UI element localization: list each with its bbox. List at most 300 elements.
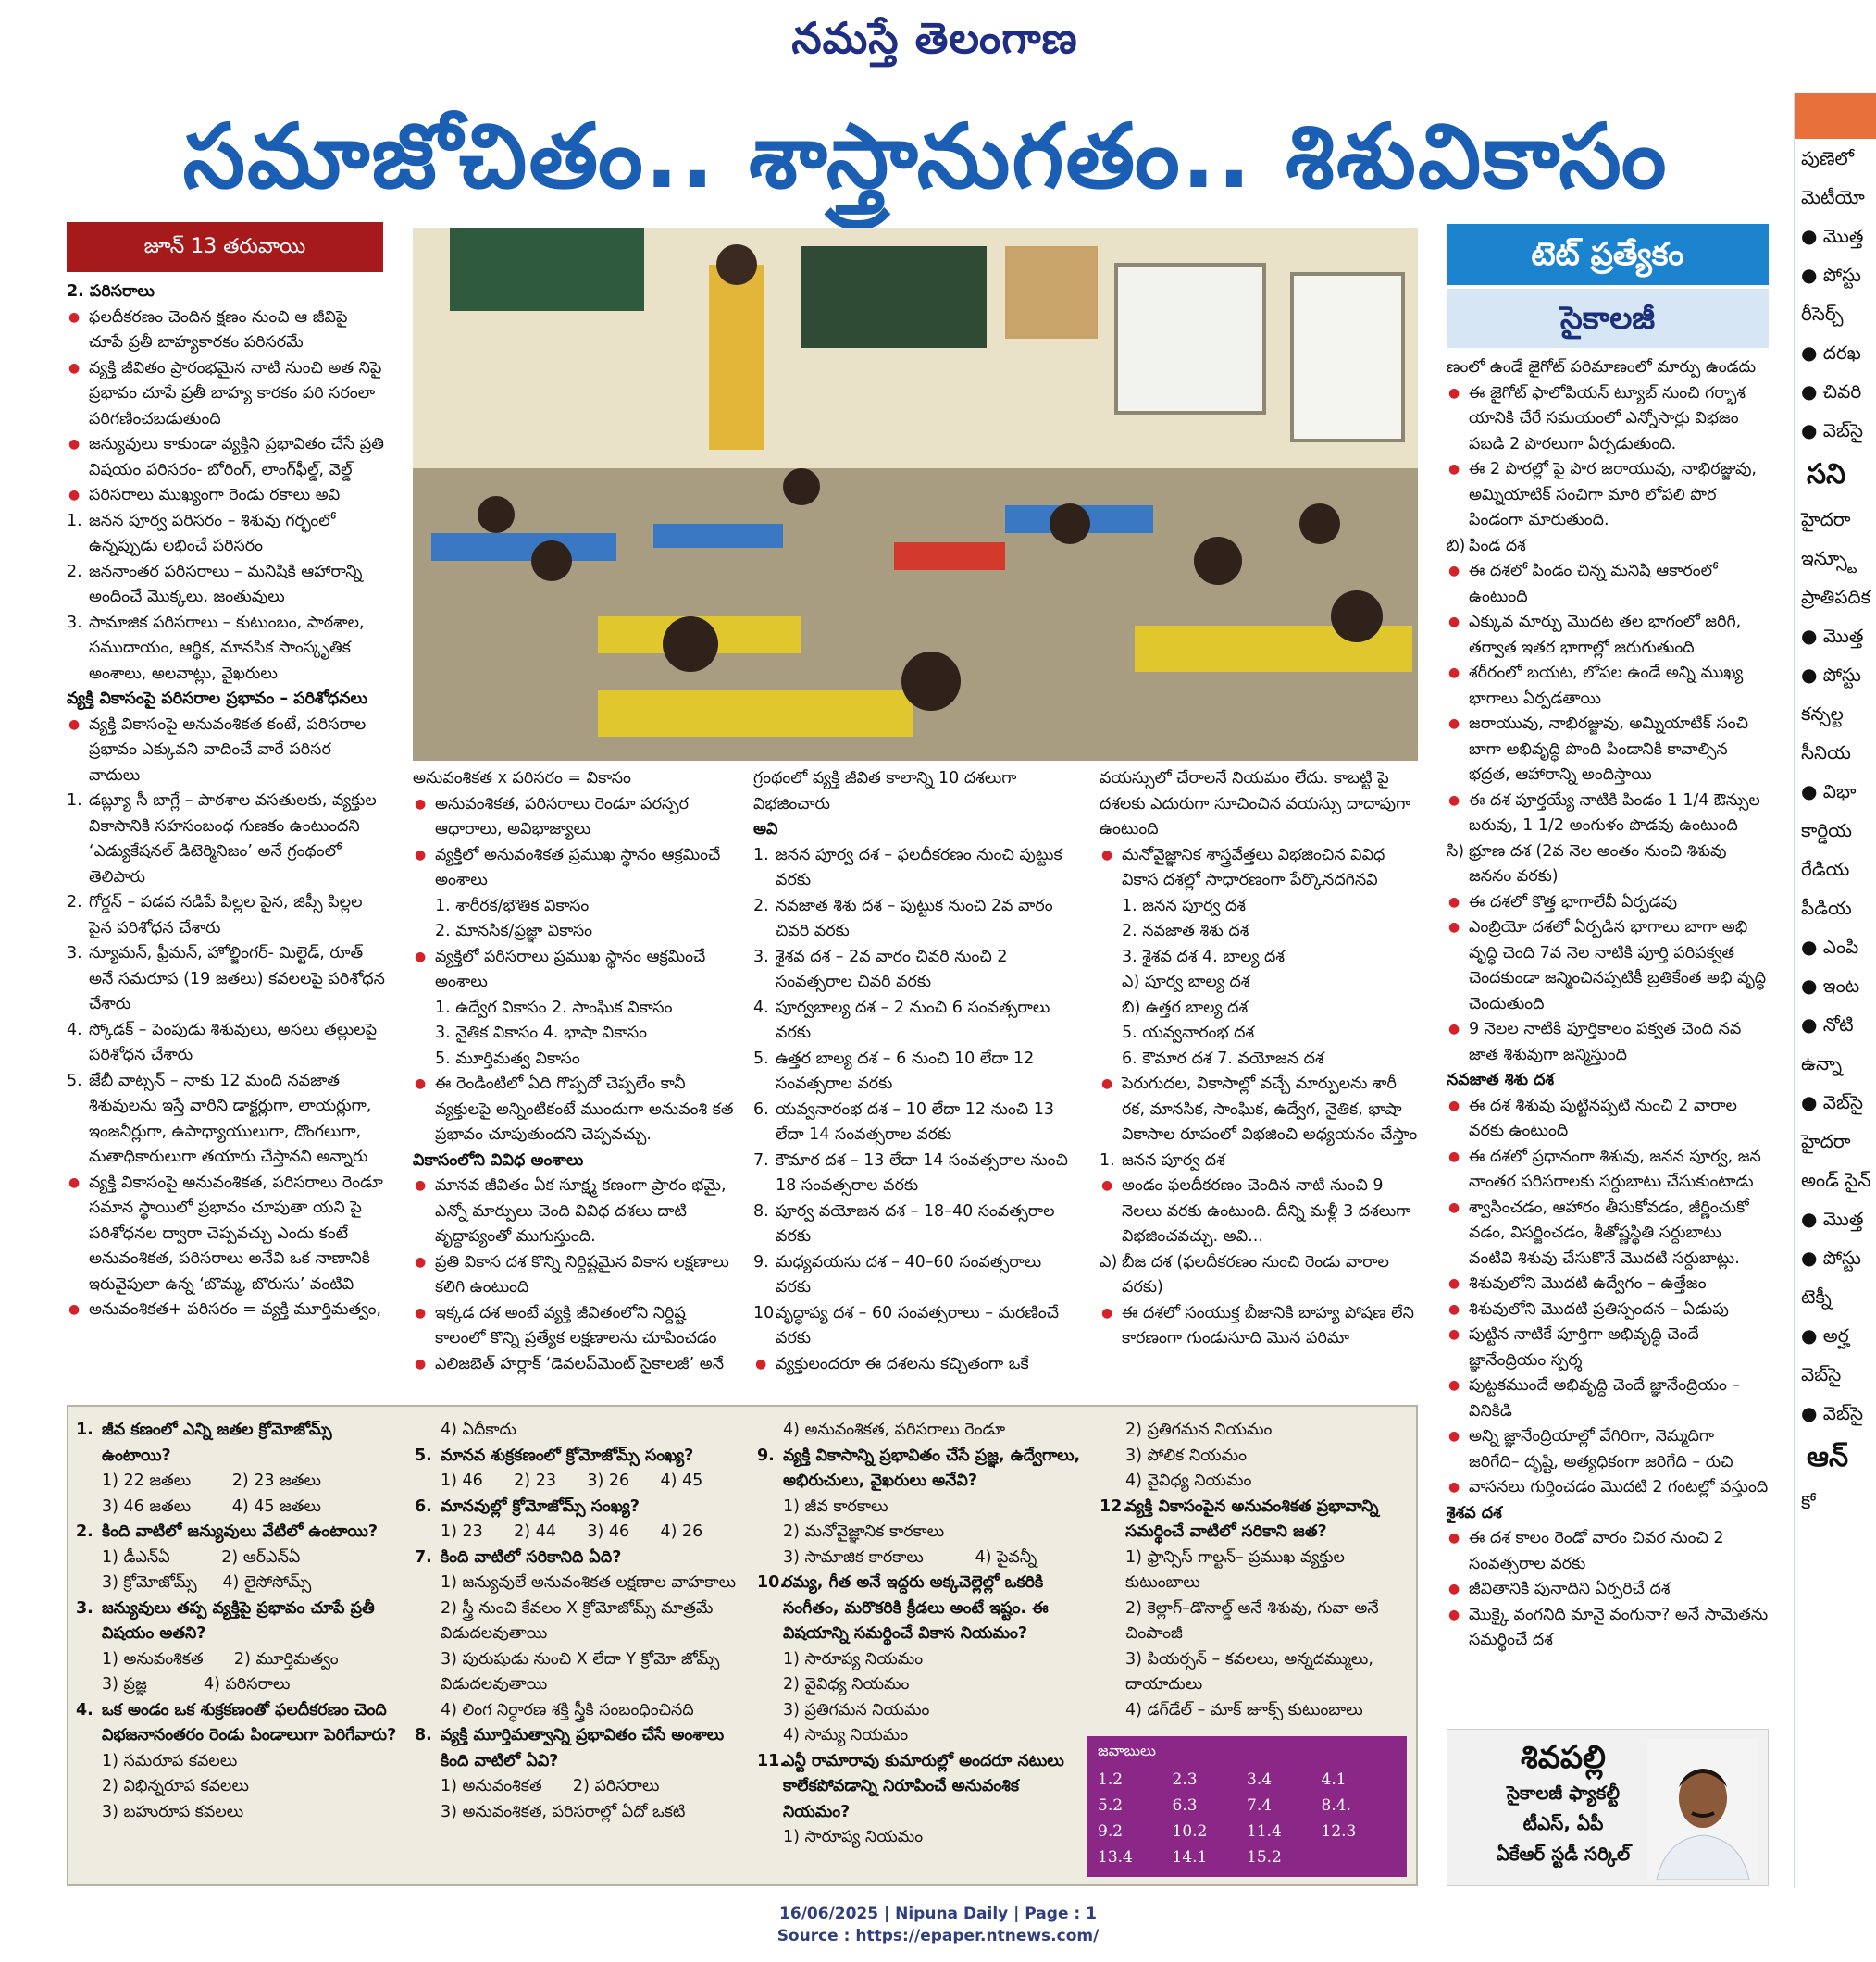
answer-item: 6.3: [1172, 1796, 1198, 1815]
item-text: వృద్ధాప్య దశ – 60 సంవత్సరాలు – మరణించే వరకు: [776, 1303, 1060, 1347]
adjacent-text-line: హైదరా: [1801, 508, 1851, 530]
adjacent-heading: ఆన్: [1807, 1441, 1848, 1473]
item-text: ఫలదీకరణం చెందిన క్షణం నుంచి ఆ జీవిపై చూపే ప్రతీ బాహ్యకారకం పరిసరమే: [89, 307, 348, 352]
question-number: 12.: [1100, 1496, 1129, 1516]
quiz-question: [1092, 1418, 1416, 1495]
item-text: శైశవ దశ – 2వ వారం చివరి నుంచి 2 సంవత్సరాల చివరి వరకు: [776, 947, 1008, 991]
item-text: వ్యక్తి వికాసంపై పరిసరాల ప్రభావం – పరిశోధనలు: [67, 689, 368, 708]
list-item: [1447, 1373, 1769, 1424]
item-text: అనువంశికత x పరిసరం = వికాసం: [413, 769, 631, 788]
author-photo: [1647, 1739, 1758, 1880]
question-option: 3) పియర్సన్ – కవలలు, అన్నదమ్ములు, దాయాదులు: [1125, 1649, 1379, 1694]
question-text: మానవుల్లో క్రోమోజోమ్స్ సంఖ్య?: [441, 1496, 640, 1516]
article-column-4: [1100, 766, 1422, 1352]
question-text: జీవ కణంలో ఎన్ని జతల క్రోమోజోమ్స్ ఉంటాయి?: [102, 1421, 332, 1465]
item-text: అవి: [753, 820, 778, 838]
list-item: [1447, 915, 1769, 1017]
item-number: 10.: [753, 1303, 779, 1322]
list-item: [413, 996, 737, 1022]
item-number: 6.: [753, 1099, 769, 1119]
item-text: 2. నవజాత శిశు దశ: [1122, 922, 1249, 940]
question-number: 2.: [76, 1522, 93, 1541]
list-item: [1447, 1424, 1769, 1475]
answers-grid: [1087, 1763, 1407, 1874]
article-column-2: [413, 766, 737, 1377]
question-option: 3) సామాజిక కారకాలు 4) పైవన్నీ: [783, 1547, 1037, 1567]
list-item: [1100, 766, 1422, 843]
adjacent-text-line: ● పోస్టు: [1801, 1247, 1861, 1269]
question-option: 3) అనువంశికత, పరిసరాల్లో ఏదో ఒకటి: [441, 1802, 686, 1821]
item-number: 5.: [67, 1071, 82, 1090]
question-option: 3) బహురూప కవలలు: [102, 1802, 244, 1821]
quiz-question: [407, 1495, 744, 1546]
question-option: 4) సామ్య నియమం: [783, 1726, 909, 1745]
item-number: సి): [1447, 841, 1465, 861]
adjacent-text-line: ● పోస్టు: [1801, 264, 1861, 286]
item-text: ఈ దశలో కొత్త భాగాలేవీ ఏర్పడవు: [1469, 892, 1678, 912]
list-item: [67, 1171, 386, 1298]
list-item: [753, 1098, 1075, 1149]
list-item: [67, 1018, 386, 1069]
list-item: [1447, 1017, 1769, 1068]
author-state: టీఎస్, ఏపీ: [1522, 1812, 1604, 1834]
list-item: [67, 432, 386, 483]
item-text: కౌమార దశ – 13 లేదా 14 సంవత్సరాల నుంచి 18 సంవత్సరాల వరకు: [776, 1150, 1068, 1195]
list-item: [1447, 559, 1769, 610]
answers-box: [1087, 1736, 1407, 1877]
quiz-question: [68, 1596, 402, 1698]
item-text: జీవితానికి పునాదిని ఏర్పరిచే దశ: [1469, 1580, 1671, 1598]
question-option: 2) ప్రతిగమన నియమం: [1125, 1421, 1273, 1439]
question-text: ఎన్టీ రామారావు కుమారుల్లో అందరూ నటులు కాలేకపోవడాన్ని నిరూపించే అనువంశిక నియమం?: [783, 1751, 1064, 1821]
author-name: శివపల్లి: [1521, 1739, 1606, 1776]
footer-date-line: 16/06/2025 | Nipuna Daily | Page : 1: [779, 1905, 1097, 1923]
list-item: [753, 1250, 1075, 1301]
question-option: 2) మనోవైజ్ఞానిక కారకాలు: [783, 1522, 945, 1541]
question-text: మానవ శుక్రకణంలో క్రోమోజోమ్స్ సంఖ్య?: [441, 1446, 694, 1465]
question-option: 1) డీఎన్ఏ 2) ఆర్ఎన్ఏ: [102, 1547, 301, 1567]
list-item: [1447, 789, 1769, 839]
quiz-question: [750, 1418, 1087, 1444]
list-item: [1100, 1149, 1422, 1174]
list-item: [67, 1298, 386, 1323]
answers-title: జవాబులు: [1098, 1742, 1156, 1759]
item-number: బి): [1447, 536, 1466, 555]
list-item: [67, 890, 386, 941]
adjacent-text-line: కార్డియ: [1801, 819, 1852, 841]
adjacent-text-line: మెటీయో: [1801, 186, 1865, 208]
list-item: [67, 356, 386, 433]
item-text: గ్రంథంలో వ్యక్తి జీవిత కాలాన్ని 10 దశలుగా విభజించారు: [753, 769, 1017, 813]
list-item: [1100, 1072, 1422, 1149]
list-item: [753, 843, 1075, 894]
question-option: 1) అనువంశికత 2) పరిసరాలు: [441, 1777, 660, 1795]
quiz-question: [68, 1520, 402, 1596]
adjacent-text-line: ● అర్హ: [1801, 1324, 1849, 1347]
item-text: పుట్టిన నాటికే పూర్తిగా అభివృద్ధి చెందే జ్ఞానేంద్రియం స్పర్శ: [1469, 1325, 1699, 1370]
adjacent-text-line: రీసెర్చ్: [1801, 303, 1844, 325]
item-text: వాసనలు గుర్తించడం మొదటి 2 గంటల్లో వస్తుంది: [1469, 1478, 1769, 1496]
item-text: ఎలిజబెత్ హర్లాక్ ‘డెవలప్‌మెంట్ సైకాలజీ’ అనే: [435, 1354, 724, 1373]
list-item: [413, 843, 737, 894]
article-column-3: [753, 766, 1075, 1377]
item-text: నవజాత శిశు దశ – పుట్టుక నుంచి 2వ వారం చివరి వరకు: [776, 896, 1053, 940]
answer-item: 3.4: [1247, 1770, 1273, 1789]
question-text: జన్యువులు తప్ప వ్యక్తిపై ప్రభావం చూపే ప్రతీ విషయం అతని?: [102, 1598, 375, 1643]
list-item: [1100, 996, 1422, 1022]
adjacent-text-line: కో: [1801, 1491, 1816, 1513]
item-number: 5.: [753, 1049, 769, 1068]
item-text: 1. జనన పూర్వ దశ: [1122, 896, 1247, 915]
question-option: 2) స్త్రీ నుంచి కేవలం X క్రోమోజోమ్స్ మాత్రమే విడుదలవుతాయి: [441, 1598, 719, 1643]
list-item: [413, 894, 737, 920]
question-option: 1) 23 2) 44 3) 46 4) 26: [441, 1522, 703, 1541]
list-item: [1447, 839, 1769, 890]
item-text: ఈ దశ కాలం రెండో వారం చివర నుంచి 2 సంవత్సరాల వరకు: [1469, 1529, 1724, 1573]
quiz-column-4: [1092, 1418, 1416, 1723]
answer-item: 8.4.: [1321, 1796, 1351, 1815]
tet-special-label: టెట్ ప్రత్యేకం: [1447, 224, 1769, 285]
list-item: [413, 945, 737, 996]
item-text: శ్వాసించడం, ఆహారం తీసుకోవడం, జీర్ణించుకో వడం, విసర్జించడం, శీతోష్ణస్థితి సర్దుబాటు వంటివి శిశువు చేసుకొనే మొదటి సర్దుబాట్లు.: [1469, 1198, 1749, 1268]
list-item: [1100, 970, 1422, 996]
list-item: [413, 1072, 737, 1149]
quiz-question: [407, 1723, 744, 1825]
item-text: ఎక్కువ మార్పు మొదట తల భాగంలో జరిగి, తర్వాత ఇతర భాగాల్లో జరుగుతుంది: [1469, 613, 1742, 657]
list-item: [1447, 1577, 1769, 1603]
adjacent-text-line: అండ్ సైన్: [1801, 1169, 1871, 1191]
answer-item: 13.4: [1098, 1848, 1133, 1867]
list-item: [67, 789, 386, 890]
item-text: పిండ దశ: [1469, 536, 1526, 555]
answer-item: 7.4: [1247, 1796, 1273, 1815]
answer-item: 5.2: [1098, 1796, 1124, 1815]
item-text: జనన పూర్వ పరిసరం – శిశువు గర్భంలో ఉన్నప్పుడు లభించే పరిసరం: [89, 511, 336, 555]
item-text: 1. శారీరక/భౌతిక వికాసం: [435, 896, 590, 915]
list-item: [1447, 1603, 1769, 1654]
answer-item: 15.2: [1247, 1848, 1282, 1867]
item-text: ఇక్కడ దశ అంటే వ్యక్తి జీవితంలోని నిర్దిష్ట కాలంలో కొన్ని ప్రత్యేక లక్షణాలను చూపించడం: [435, 1303, 717, 1347]
question-option: 3) పురుషుడు నుంచి X లేదా Y క్రోమో జోమ్స్ విడుదలవుతాయి: [441, 1649, 725, 1694]
adjacent-text-line: వెబ్‌సై: [1801, 1363, 1842, 1385]
item-number: 3.: [67, 944, 82, 962]
item-text: నవజాత శిశు దశ: [1447, 1071, 1555, 1089]
quiz-question: [68, 1698, 402, 1826]
quiz-column-2: [407, 1418, 744, 1825]
question-number: 11.: [757, 1751, 787, 1770]
item-text: 3. నైతిక వికాసం 4. భాషా వికాసం: [435, 1024, 648, 1042]
item-text: అండం ఫలదీకరణం చెందిన నాటి నుంచి 9 నెలలు వరకు ఉంటుంది. దీన్ని మళ్లీ 3 దశలుగా విభజించవచ్చు. అవి...: [1122, 1176, 1411, 1246]
item-text: జననాంతర పరిసరాలు – మనిషికి ఆహారాన్ని అందించే మొక్కలు, జంతువులు: [89, 562, 363, 606]
item-text: భ్రూణ దశ (2వ నెల అంతం నుంచి శిశువు జననం వరకు): [1469, 841, 1727, 886]
date-tag: జూన్ 13 తరువాయి: [67, 222, 383, 272]
quiz-question: [750, 1444, 1087, 1571]
item-text: పెరుగుదల, వికాసాల్లో వచ్చే మార్పులను శారీ రక, మానసిక, సాంఘిక, ఉద్వేగ, నైతిక, భాషా వికాసాల రూపంలో విభజించి అధ్యయనం చేస్తాం: [1122, 1074, 1418, 1144]
list-item: [67, 611, 386, 688]
list-item: [1447, 712, 1769, 789]
question-option: 3) పోలిక నియమం: [1125, 1446, 1248, 1465]
list-item: [1100, 1047, 1422, 1073]
list-item: [413, 792, 737, 843]
question-number: 3.: [76, 1598, 93, 1618]
question-option: 1) 46 2) 23 3) 26 4) 45: [441, 1472, 703, 1490]
psychology-label: సైకాలజీ: [1447, 289, 1769, 348]
list-item: [1100, 919, 1422, 945]
adjacent-article-strip: [1794, 93, 1876, 1888]
item-text: ఎ) పూర్వ బాల్య దశ: [1122, 973, 1250, 991]
item-text: 5. యవ్వనారంభ దశ: [1122, 1024, 1255, 1042]
question-number: 6.: [415, 1496, 432, 1516]
list-item: [753, 817, 1075, 843]
question-option: 2) కెల్లాగ్–డొనాల్డ్ అనే శిశువు, గువా అనే చింపాంజీ: [1125, 1598, 1385, 1643]
item-text: అనువంశికత, పరిసరాలు రెండూ పరస్పర ఆధారాలు, అవిభాజ్యాలు: [435, 794, 689, 838]
item-text: శిశువులోని మొదటి ప్రతిస్పందన – ఏడుపు: [1469, 1299, 1729, 1319]
answer-item: 10.2: [1172, 1822, 1208, 1841]
list-item: [67, 509, 386, 560]
list-item: [1100, 945, 1422, 971]
question-option: 4) లింగ నిర్ధారణ శక్తి స్త్రీకి సంబంధించినది: [441, 1700, 694, 1720]
quiz-question: [407, 1418, 744, 1444]
item-number: 4.: [753, 998, 769, 1017]
question-option: 3) 46 జతలు 4) 45 జతలు: [102, 1496, 321, 1516]
item-text: వ్యక్తి జీవితం ప్రారంభమైన నాటి నుంచి అత నిపై ప్రభావం చూపే ప్రతీ బాహ్య కారకం పరి సరంలా పరిగణించబడుతుంది: [89, 358, 382, 428]
list-item: [753, 945, 1075, 996]
item-text: శైశవ దశ: [1447, 1503, 1502, 1522]
list-item: [1447, 1322, 1769, 1373]
list-item: [413, 1301, 737, 1352]
item-text: ఈ దశలో ప్రధానంగా శిశువు, జనన పూర్వ, జన నాంతర పరిసరాలకు సర్దుబాటు చేసుకుంటాడు: [1469, 1147, 1761, 1191]
question-option: 4) డగ్‌డేల్ – మాక్ జూక్స్ కుటుంబాలు: [1125, 1700, 1363, 1720]
item-text: ప్రతి వికాస దశ కొన్ని నిర్దిష్టమైన వికాస లక్షణాలు కలిగి ఉంటుంది: [435, 1252, 729, 1297]
item-text: సామాజిక పరిసరాలు – కుటుంబం, పాఠశాల, సముదాయం, ఆర్థిక, మానసిక సాంస్కృతిక అంశాలు, అలవాట్లు, వైఖరులు: [89, 613, 365, 683]
adjacent-text-line: ● విభా: [1801, 780, 1857, 802]
answer-item: 11.4: [1247, 1822, 1282, 1841]
question-option: 4) వైవిధ్య నియమం: [1125, 1472, 1252, 1490]
item-number: 2.: [67, 562, 82, 581]
item-text: ఈ రెండింటిలో ఏది గొప్పదో చెప్పలేం కానీ వ్యక్తులపై అన్నింటికంటే ముందుగా అనువంశి కత ప్రభావం చూపుతుందని చెప్పవచ్చు.: [435, 1074, 734, 1144]
list-item: [753, 1149, 1075, 1199]
item-text: అనువంశికత+ పరిసరం = వ్యక్తి మూర్తిమత్వం,: [89, 1300, 382, 1319]
page-footer: [648, 1903, 1228, 1947]
item-text: 3. శైశవ దశ 4. బాల్య దశ: [1122, 947, 1286, 966]
item-number: 9.: [753, 1252, 769, 1272]
item-text: 2. మానసిక/ప్రజ్ఞా వికాసం: [435, 922, 592, 940]
adjacent-text-line: ● చివరి: [1801, 380, 1862, 403]
item-text: మానవ జీవితం ఏక సూక్ష్మ కణంగా ప్రారం భమై, ఎన్నో మార్పులు చెంది వివిధ దశలు దాటి వృద్ధాప్యంతో ముగుస్తుంది.: [435, 1176, 727, 1246]
item-text: బీజ దశ (ఫలదీకరణం నుంచి రెండు వారాల వరకు): [1122, 1252, 1389, 1297]
question-option: 1) 22 జతలు 2) 23 జతలు: [102, 1472, 321, 1490]
question-option: 1) సారూప్య నియమం: [783, 1649, 924, 1669]
adjacent-text-line: రేడియ: [1801, 858, 1850, 880]
list-item: [1447, 1145, 1769, 1196]
adjacent-banner-image: [1795, 93, 1876, 139]
item-text: న్యూమన్, ఫ్రీమన్, హోల్జింగర్- మిల్టెడ్, రూత్ అనే సమరూప (19 జతలు) కవలలపై పరిశోధన చేశారు: [89, 944, 385, 1013]
adjacent-text-line: ఉన్నా: [1801, 1052, 1843, 1074]
list-item: [1447, 1526, 1769, 1577]
list-item: [1100, 1250, 1422, 1301]
list-item: [1447, 1094, 1769, 1145]
answer-item: 14.1: [1172, 1848, 1208, 1867]
article-column-1: [67, 279, 386, 1323]
author-institute: ఏకేఆర్ స్టడీ సర్కిల్: [1496, 1843, 1631, 1865]
list-item: [67, 1069, 386, 1171]
adjacent-text-line: సీనియ: [1801, 741, 1851, 764]
question-option: 4) అనువంశికత, పరిసరాలు రెండూ: [783, 1421, 1006, 1439]
list-item: [753, 996, 1075, 1047]
list-item: [1447, 1475, 1769, 1501]
quiz-question: [407, 1444, 744, 1495]
item-text: పూర్వ వయోజన దశ – 18–40 సంవత్సరాల వరకు: [776, 1201, 1055, 1246]
item-text: ఈ దశలో సంయుక్త బీజానికి బాహ్య పోషణ లేని కారణంగా గుండుసూది మొన పరిమా: [1122, 1303, 1414, 1347]
adjacent-text-line: హైదరా: [1801, 1130, 1851, 1152]
item-text: జనన పూర్వ దశ – ఫలదీకరణం నుంచి పుట్టుక వరకు: [776, 845, 1062, 889]
adjacent-text-line: ● వెబ్‌సై: [1801, 1402, 1864, 1424]
question-option: 1) అనువంశికత 2) మూర్తిమత్వం: [102, 1649, 339, 1669]
question-option: 4) ఏదీకాదు: [441, 1421, 516, 1439]
item-text: ఈ దశలో పిండం చిన్న మనిషి ఆకారంలో ఉంటుంది: [1469, 562, 1718, 606]
list-item: [1447, 661, 1769, 712]
item-text: జన్యువులు కాకుండా వ్యక్తిని ప్రభావితం చేసే ప్రతి విషయం పరిసరం- బోరింగ్, లాంగ్‌ఫీల్డ్, వెల్డ్: [89, 435, 384, 479]
adjacent-text-line: పీడియ: [1801, 897, 1852, 919]
adjacent-text-line: ● వెబ్‌సై: [1801, 419, 1864, 441]
list-item: [67, 483, 386, 509]
list-item: [1447, 457, 1769, 534]
footer-source-line: Source : https://epaper.ntnews.com/: [776, 1927, 1100, 1945]
list-item: [1100, 1173, 1422, 1250]
quiz-question: [68, 1418, 402, 1520]
adjacent-heading: సని: [1807, 458, 1846, 490]
list-item: [413, 1149, 737, 1174]
question-option: 1) ఫ్రాన్సిస్ గాల్టన్– ప్రముఖ వ్యక్తుల కుటుంబాలు: [1125, 1547, 1350, 1592]
item-text: వయస్సులో చేరాలనే నియమం లేదు. కాబట్టి పై దశలకు ఎదురుగా సూచించిన వయస్సు దాదాపుగా ఉంటుంది: [1100, 769, 1411, 838]
item-text: వ్యక్తిలో పరిసరాలు ప్రముఖ స్థానం ఆక్రమించే అంశాలు: [435, 947, 706, 991]
adjacent-text-line: కన్సల్ట: [1801, 702, 1844, 725]
list-item: [1100, 843, 1422, 894]
list-item: [1447, 1068, 1769, 1094]
quiz-question: [407, 1546, 744, 1724]
item-text: పరిసరాలు ముఖ్యంగా రెండు రకాలు అవి: [89, 486, 341, 504]
item-text: వ్యక్తిలో అనువంశికత ప్రముఖ స్థానం ఆక్రమించే అంశాలు: [435, 845, 721, 889]
question-text: ఒక అండం ఒక శుక్రకణంతో ఫలదీకరణం చెంది విభజనానంతరం రెండు పిండాలుగా పెరిగేవారు?: [102, 1700, 397, 1745]
list-item: [67, 687, 386, 713]
list-item: [413, 919, 737, 945]
classroom-photo-illustration: [413, 228, 1418, 761]
answer-item: 4.1: [1321, 1770, 1347, 1789]
question-number: 5.: [415, 1446, 432, 1465]
item-text: శిశువులోని మొదటి ఉద్వేగం – ఉత్తేజం: [1469, 1274, 1707, 1293]
answer-item: 1.2: [1098, 1770, 1124, 1789]
list-item: [67, 305, 386, 356]
item-text: ఉత్తర బాల్య దశ – 6 నుంచి 10 లేదా 12 సంవత్సరాల వరకు: [776, 1049, 1035, 1093]
item-text: 5. మూర్తిమత్వ వికాసం: [435, 1049, 580, 1068]
list-item: [1447, 1501, 1769, 1527]
item-text: ఎంబ్రియో దశలో ఏర్పడిన భాగాలు బాగా అభి వృద్ధి చెంది 7వ నెల నాటికి పూర్తి పరిపక్వత చెందకుండా జన్మించినప్పటికీ బ్రతికేంత అభి వృద్ధి చెందుతుంది: [1469, 918, 1767, 1013]
item-number: 2.: [67, 893, 82, 912]
quiz-column-3: [750, 1418, 1087, 1851]
list-item: [413, 1352, 737, 1378]
adjacent-text-line: ● ఇంట: [1801, 975, 1860, 997]
question-number: 1.: [76, 1421, 93, 1439]
question-option: 1) జీవ కారకాలు: [783, 1496, 888, 1516]
tet-special-box: [1447, 224, 1769, 348]
item-text: 2. పరిసరాలు: [67, 282, 155, 301]
question-option: 3) ప్రతిగమన నియమం: [783, 1700, 930, 1720]
list-item: [67, 713, 386, 789]
list-item: [413, 1047, 737, 1073]
question-text: వ్యక్తి వికాసాన్ని ప్రభావితం చేసే ప్రజ్ఞ, ఉద్వేగాలు, అభిరుచులు, వైఖరులు అనేవి?: [783, 1446, 1081, 1490]
quiz-column-1: [68, 1418, 402, 1825]
adjacent-text-line: ● మొత్త: [1801, 625, 1864, 647]
adjacent-text-line: ● పోస్టు: [1801, 664, 1861, 686]
list-item: [753, 1352, 1075, 1378]
answer-item: 2.3: [1172, 1770, 1198, 1789]
item-text: వ్యక్తి వికాసంపై అనువంశికత కంటే, పరిసరాల ప్రభావం ఎక్కువని వాదించే వారే పరిసర వాదులు: [89, 714, 367, 785]
question-option: 3) ప్రజ్ఞ 4) పరిసరాలు: [102, 1675, 291, 1694]
item-text: ణంలో ఉండే జైగోట్ పరిమాణంలో మార్పు ఉండదు: [1447, 358, 1757, 377]
list-item: [1100, 1301, 1422, 1352]
item-number: 1.: [1100, 1150, 1115, 1170]
list-item: [1100, 1021, 1422, 1047]
item-text: ఈ దశ శిశువు పుట్టినప్పటి నుంచి 2 వారాల వరకు ఉంటుంది: [1469, 1096, 1737, 1140]
list-item: [1100, 894, 1422, 920]
item-text: వ్యక్తులందరూ ఈ దశలను కచ్చితంగా ఒకే: [776, 1354, 1029, 1373]
list-item: [1447, 610, 1769, 661]
item-text: శరీరంలో బయట, లోపల ఉండే అన్ని ముఖ్య భాగాలు ఏర్పడతాయి: [1469, 664, 1744, 708]
list-item: [753, 1047, 1075, 1098]
item-text: ఈ జైగోట్ ఫాలోపియన్ ట్యూబ్ నుంచి గర్భాశ యానికి చేరే సమయంలో ఎన్నోసార్లు విభజం పబడి 2 పొరలుగా ఏర్పడుతుంది.: [1469, 383, 1746, 453]
question-option: 1) జన్యువులే అనువంశికత లక్షణాల వాహకాలు: [441, 1573, 737, 1592]
item-text: బి) ఉత్తర బాల్య దశ: [1122, 998, 1249, 1017]
item-text: వికాసంలోని వివిధ అంశాలు: [413, 1150, 584, 1170]
list-item: [1447, 1196, 1769, 1273]
item-text: మనోవైజ్ఞానిక శాస్త్రవేత్తలు విభజించిన వివిధ వికాస దశల్లో సాధారణంగా పేర్కొనదగినవి: [1122, 845, 1385, 889]
article-column-5: [1447, 355, 1769, 1654]
adjacent-text-line: ● ఎంపి: [1801, 936, 1859, 958]
list-item: [67, 560, 386, 611]
author-role: సైకాలజీ ఫ్యాకల్టీ: [1506, 1782, 1621, 1804]
item-text: ఈ దశ పూర్తయ్యే నాటికి పిండం 1 1/4 ఔన్సుల బరువు, 1 1/2 అంగుళం పొడవు ఉంటుంది: [1469, 790, 1760, 835]
question-text: రమ్య, గీత అనే ఇద్దరు అక్కచెల్లెల్లో ఒకరికి సంగీతం, మరొకరికి క్రీడలు అంటే ఇష్టం. ఈ విషయాన్ని సమర్థించే వికాస నియమం?: [783, 1573, 1049, 1643]
item-number: ఎ): [1100, 1252, 1118, 1272]
list-item: [1447, 355, 1769, 381]
item-number: 4.: [67, 1020, 82, 1039]
question-number: 10.: [757, 1573, 787, 1592]
question-number: 9.: [757, 1446, 775, 1465]
question-number: 4.: [76, 1700, 93, 1720]
item-text: జేబీ వాట్సన్ – నాకు 12 మంది నవజాత శిశువులను ఇస్తే వారిని డాక్టర్లుగా, లాయర్లుగా, ఇంజనీర్లుగా, ఉపాధ్యాయులుగా, దొంగలుగా, మతాధికారులుగా తయారు చేస్తానని అన్నారు: [89, 1071, 372, 1166]
item-text: గోర్డన్ – పడవ నడిపే పిల్లల పైన, జిప్సీ పిల్లల పైన పరిశోధన చేశారు: [89, 893, 363, 938]
item-text: ఈ 2 పొరల్లో పై పొర జరాయువు, నాభిరజ్జువు, అమ్నియాటిక్ సంచిగా మారి లోపలి పొర పిండంగా మారుతుంది.: [1469, 460, 1757, 529]
adjacent-text-line: ● మొత్త: [1801, 225, 1864, 247]
masthead-logo: నమస్తే తెలంగాణ: [791, 13, 1078, 63]
adjacent-text-line: పుణెలో: [1801, 147, 1855, 169]
item-number: 2.: [753, 896, 769, 915]
item-text: స్కోడక్ – పెంపుడు శిశువులు, అసలు తల్లులపై పరిశోధన చేశారు: [89, 1020, 378, 1064]
item-text: పుట్టకముందే అభివృద్ధి చెందే జ్ఞానేంద్రియం – వినికిడి: [1469, 1376, 1741, 1421]
list-item: [1447, 1298, 1769, 1323]
item-text: పూర్వబాల్య దశ – 2 నుంచి 6 సంవత్సరాలు వరకు: [776, 998, 1050, 1042]
question-text: కింది వాటిలో సరికానిది ఏది?: [441, 1547, 622, 1567]
item-text: 1. ఉద్వేగ వికాసం 2. సాంఘిక వికాసం: [435, 998, 673, 1017]
item-text: డబ్ల్యూ సీ బాగ్లే – పాఠశాల వసతులకు, వ్యక్తుల వికాసానికి సహసంబంధ గుణకం ఉంటుందని ‘ఎడ్యుకేషనల్ డిటెర్మినిజం’ అనే గ్రంథంలో తెలిపారు: [89, 791, 377, 887]
headline: సమాజోచితం.. శాస్త్రానుగతం.. శిశువికాసం: [182, 105, 1669, 208]
question-option: 1) సమరూప కవలలు: [102, 1751, 238, 1770]
item-text: అన్ని జ్ఞానేంద్రియాల్లో వేగిరిగా, నెమ్మదిగా జరిగేది– దృష్టి, అత్యధికంగా జరిగేది – రుచి: [1469, 1427, 1733, 1472]
answer-item: 12.3: [1321, 1822, 1357, 1841]
question-option: 1) సారూప్య నియమం: [783, 1828, 924, 1846]
list-item: [753, 1199, 1075, 1250]
item-text: మధ్యవయసు దశ – 40–60 సంవత్సరాలు వరకు: [776, 1252, 1042, 1297]
